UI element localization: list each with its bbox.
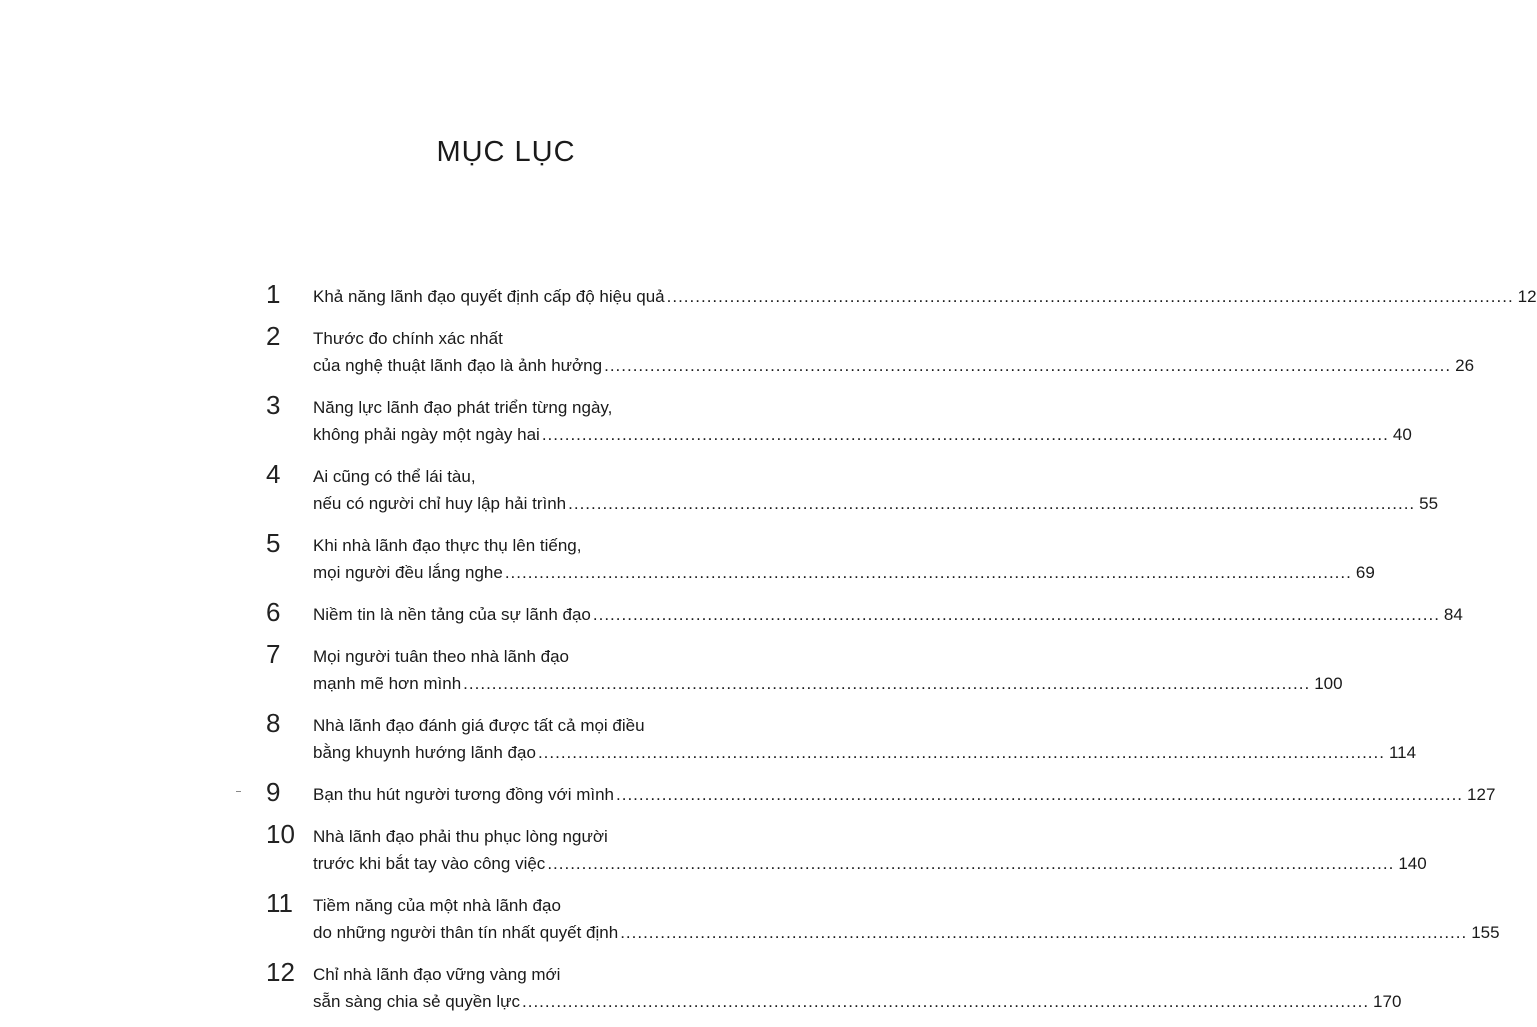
chapter-title [313, 820, 1427, 877]
toc-entry [266, 957, 1402, 1015]
chapter-title [313, 778, 1495, 808]
chapter-number: 5 [266, 528, 281, 558]
page-number: 100 [1314, 674, 1343, 693]
chapter-title-line: Khả năng lãnh đạo quyết định cấp độ hiệu quả [313, 287, 665, 306]
chapter-title-last-line [313, 781, 1495, 808]
chapter-title-line: Nhà lãnh đạo đánh giá được tất cả mọi điều [313, 716, 645, 735]
toc-entry [266, 639, 1343, 697]
page-number: 26 [1455, 356, 1475, 375]
toc-entry [266, 528, 1375, 586]
page-number: 170 [1373, 992, 1402, 1011]
chapter-title [313, 958, 1401, 1015]
toc-entry [266, 390, 1412, 448]
dot-leader [538, 739, 1385, 766]
chapter-title-line: Nhà lãnh đạo phải thu phục lòng người [313, 827, 608, 846]
chapter-title [313, 391, 1412, 448]
dot-leader [616, 781, 1463, 808]
toc-entry [266, 777, 1496, 808]
dot-leader [522, 988, 1369, 1015]
dot-leader [667, 283, 1514, 310]
chapter-title-last-line [313, 352, 1474, 379]
page-number: 84 [1443, 605, 1463, 624]
toc-entry [266, 459, 1439, 517]
chapter-title-last-line [313, 919, 1500, 946]
chapter-number: 8 [266, 708, 281, 738]
chapter-title-line: mọi người đều lắng nghe [313, 563, 503, 582]
dot-leader [505, 559, 1352, 586]
chapter-number: 1 [266, 279, 281, 309]
chapter-title-line: nếu có người chỉ huy lập hải trình [313, 494, 567, 513]
chapter-title-line: Niềm tin là nền tảng của sự lãnh đạo [313, 605, 591, 624]
chapter-title [313, 322, 1474, 379]
chapter-title-line: Bạn thu hút người tương đồng với mình [313, 785, 614, 804]
chapter-number: 12 [266, 957, 295, 987]
chapter-number: 10 [266, 819, 295, 849]
chapter-title-line: trước khi bắt tay vào công việc [313, 854, 546, 873]
table-of-contents [266, 279, 1537, 1027]
chapter-title-line: sẵn sàng chia sẻ quyền lực [313, 992, 521, 1011]
chapter-title-line: không phải ngày một ngày hai [313, 425, 540, 444]
page-number: 55 [1419, 494, 1439, 513]
chapter-title-last-line [313, 283, 1537, 310]
chapter-title-last-line [313, 490, 1438, 517]
chapter-title [313, 598, 1463, 628]
page-number: 140 [1398, 854, 1427, 873]
dot-leader [620, 919, 1467, 946]
chapter-number: 4 [266, 459, 281, 489]
chapter-title-line: Chỉ nhà lãnh đạo vững vàng mới [313, 965, 561, 984]
chapter-title-line: Khi nhà lãnh đạo thực thụ lên tiếng, [313, 536, 582, 555]
chapter-number: 9 [266, 777, 281, 807]
page-number: 69 [1355, 563, 1375, 582]
chapter-title [313, 460, 1438, 517]
chapter-title-line: Ai cũng có thể lái tàu, [313, 467, 476, 486]
chapter-title-last-line [313, 988, 1401, 1015]
chapter-title-last-line [313, 601, 1463, 628]
chapter-title-last-line [313, 850, 1427, 877]
page-number: 155 [1471, 923, 1500, 942]
toc-entry [266, 321, 1475, 379]
chapter-title-line: Năng lực lãnh đạo phát triển từng ngày, [313, 398, 613, 417]
chapter-title-last-line [313, 739, 1416, 766]
toc-entry [266, 819, 1427, 877]
toc-entry [266, 597, 1463, 628]
page-number: 12 [1517, 287, 1537, 306]
chapter-title-line: Tiềm năng của một nhà lãnh đạo [313, 896, 561, 915]
dot-leader [604, 352, 1451, 379]
toc-entry [266, 279, 1537, 310]
toc-entry [266, 708, 1417, 766]
chapter-number: 7 [266, 639, 281, 669]
chapter-title-line: Mọi người tuân theo nhà lãnh đạo [313, 647, 569, 666]
chapter-title [313, 640, 1343, 697]
chapter-title-line: do những người thân tín nhất quyết định [313, 923, 619, 942]
chapter-title [313, 709, 1416, 766]
page-title: MỤC LỤC [436, 136, 576, 168]
chapter-number: 6 [266, 597, 281, 627]
dot-leader [542, 421, 1389, 448]
page-number: 114 [1388, 743, 1417, 762]
dot-leader [547, 850, 1394, 877]
chapter-number: 2 [266, 321, 281, 351]
dot-leader [463, 670, 1310, 697]
chapter-title-line: mạnh mẽ hơn mình [313, 674, 462, 693]
chapter-number: 3 [266, 390, 281, 420]
print-speck [236, 791, 241, 792]
page-number: 127 [1467, 785, 1496, 804]
page-number: 40 [1392, 425, 1412, 444]
chapter-title-line: của nghệ thuật lãnh đạo là ảnh hưởng [313, 356, 603, 375]
chapter-title-last-line [313, 559, 1375, 586]
dot-leader [568, 490, 1415, 517]
chapter-title [313, 889, 1500, 946]
chapter-title-line: Thước đo chính xác nhất [313, 329, 503, 348]
chapter-title [313, 529, 1375, 586]
toc-entry [266, 888, 1500, 946]
chapter-title-last-line [313, 670, 1343, 697]
chapter-title-line: bằng khuynh hướng lãnh đạo [313, 743, 536, 762]
chapter-number: 11 [266, 888, 293, 918]
chapter-title-last-line [313, 421, 1412, 448]
chapter-title [313, 280, 1537, 310]
dot-leader [593, 601, 1440, 628]
